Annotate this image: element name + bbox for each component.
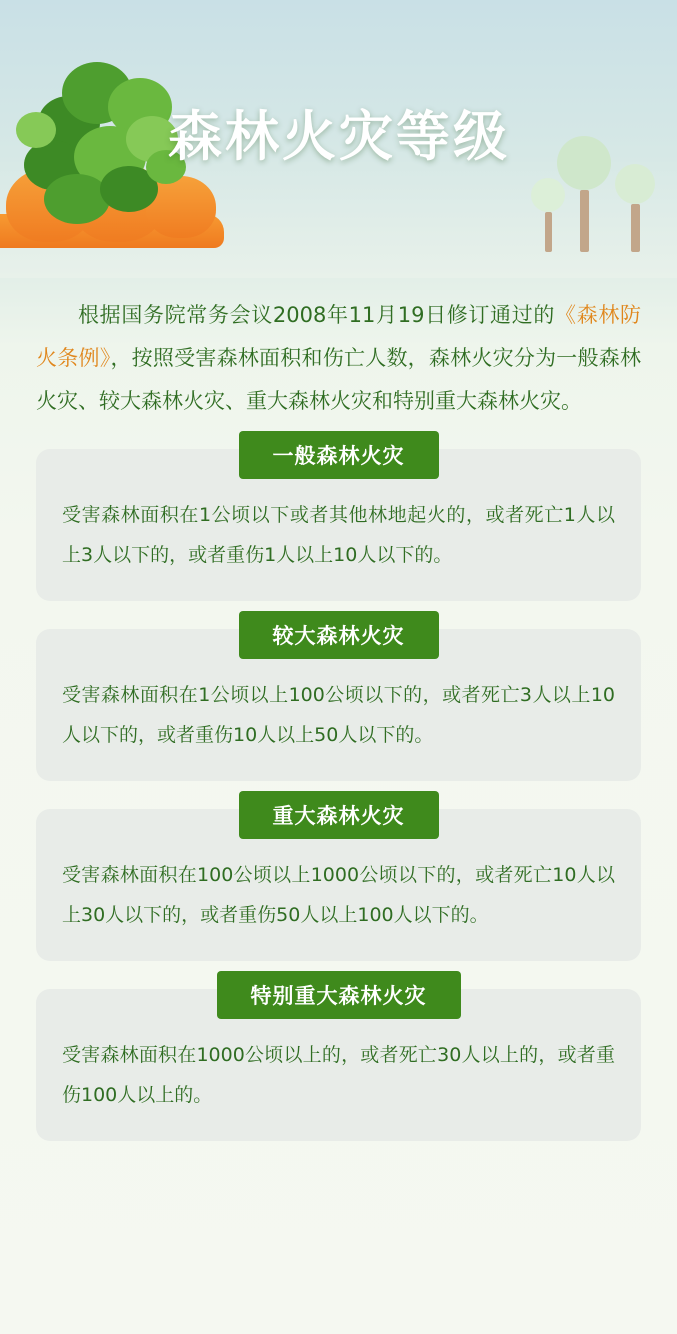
foliage-icon [16, 112, 56, 148]
card-body-text: 受害森林面积在100公顷以上1000公顷以下的，或者死亡10人以上30人以下的，或者重伤50人以上100人以下的。 [62, 864, 615, 926]
header-banner [0, 0, 677, 278]
status-badge: 特别重大森林火灾 [217, 971, 461, 1019]
page-title: 森林火灾等级 [168, 105, 510, 168]
fire-level-card-list [36, 444, 641, 1141]
fire-level-card [36, 444, 641, 601]
fire-level-card [36, 984, 641, 1141]
intro-text-part2: ，按照受害森林面积和伤亡人数，森林火灾分为一般森林火灾、较大森林火灾、重大森林火灾和特别重大森林火灾。 [36, 346, 642, 413]
intro-emphasis: 《森林防火条例》 [36, 303, 642, 370]
card-body-text: 受害森林面积在1000公顷以上的，或者死亡30人以上的，或者重伤100人以上的。 [62, 1044, 615, 1106]
fire-level-card [36, 804, 641, 961]
card-body-text: 受害森林面积在1公顷以下或者其他林地起火的，或者死亡1人以上3人以下的，或者重伤1人以上10人以下的。 [62, 504, 615, 566]
fire-level-card [36, 624, 641, 781]
status-badge: 一般森林火灾 [239, 431, 439, 479]
card-body-text: 受害森林面积在1公顷以上100公顷以下的，或者死亡3人以上10人以下的，或者重伤10人以上50人以下的。 [62, 684, 615, 746]
intro-text-part1: 根据国务院常务会议2008年11月19日修订通过的 [78, 303, 556, 327]
intro-paragraph [36, 294, 641, 423]
foliage-icon [44, 174, 110, 224]
tree-icon [615, 164, 655, 252]
status-badge: 较大森林火灾 [239, 611, 439, 659]
status-badge: 重大森林火灾 [239, 791, 439, 839]
tree-icon [557, 136, 611, 252]
